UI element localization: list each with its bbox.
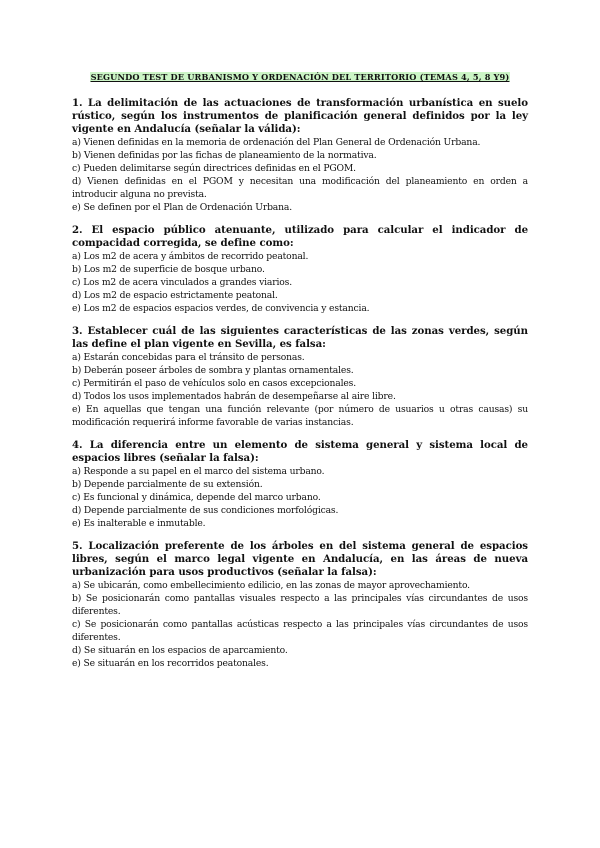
question-5-option-a: a) Se ubicarán, como embellecimiento edilicio, en las zonas de mayor aprovechamiento. (72, 580, 470, 591)
question-3-option-c: c) Permitirán el paso de vehículos solo en casos excepcionales. (72, 378, 357, 389)
question-3-option-e: e) En aquellas que tengan una función relevante (por número de usuarios u otras causas) su modificación requerirá informe favorable de varias instancias. (72, 404, 528, 428)
question-5-option-d: d) Se situarán en los espacios de aparcamiento. (72, 645, 288, 656)
question-2-option-e: e) Los m2 de espacios espacios verdes, de convivencia y estancia. (72, 303, 370, 314)
question-3-title: 3. Establecer cuál de las siguientes características de las zonas verdes, según las define el plan vigente en Sevilla, es falsa: (72, 325, 528, 350)
question-2-option-a: a) Los m2 de acera y ámbitos de recorrido peatonal. (72, 251, 309, 262)
question-1-option-d: d) Vienen definidas en el PGOM y necesitan una modificación del planeamiento en orden a introducir alguna no prevista. (72, 176, 528, 200)
question-2-option-b: b) Los m2 de superficie de bosque urbano. (72, 264, 265, 275)
question-5-title: 5. Localización preferente de los árboles en del sistema general de espacios libres, según el marco legal vigente en Andalucía, en las áreas de nueva urbanización para usos productivos (señalar la falsa): (72, 540, 528, 578)
question-3-option-b: b) Deberán poseer árboles de sombra y plantas ornamentales. (72, 365, 354, 376)
document-title-text: SEGUNDO TEST DE URBANISMO Y ORDENACIÓN DEL TERRITORIO (TEMAS 4, 5, 8 Y9) (90, 72, 510, 82)
question-1 (72, 97, 528, 214)
question-5-option-b: b) Se posicionarán como pantallas visuales respecto a las principales vías circundantes de usos diferentes. (72, 593, 528, 617)
question-4-option-b: b) Depende parcialmente de su extensión. (72, 479, 263, 490)
question-4-title: 4. La diferencia entre un elemento de sistema general y sistema local de espacios libres (señalar la falsa): (72, 439, 528, 464)
question-5-option-c: c) Se posicionarán como pantallas acústicas respecto a las principales vías circundantes de usos diferentes. (72, 619, 528, 643)
document-title (0, 72, 600, 83)
question-1-option-b: b) Vienen definidas por las fichas de planeamiento de la normativa. (72, 150, 377, 161)
question-3-option-d: d) Todos los usos implementados habrán de desempeñarse al aire libre. (72, 391, 396, 402)
question-2-title: 2. El espacio público atenuante, utilizado para calcular el indicador de compacidad corregida, se define como: (72, 224, 528, 249)
questions-list (72, 97, 528, 680)
question-3 (72, 325, 528, 429)
question-4-option-d: d) Depende parcialmente de sus condiciones morfológicas. (72, 505, 339, 516)
question-3-option-a: a) Estarán concebidas para el tránsito de personas. (72, 352, 305, 363)
question-2-option-c: c) Los m2 de acera vinculados a grandes viarios. (72, 277, 292, 288)
question-1-title: 1. La delimitación de las actuaciones de transformación urbanística en suelo rústico, según los instrumentos de planificación general definidos por la ley vigente en Andalucía (señalar la válida): (72, 97, 528, 135)
question-5 (72, 540, 528, 670)
question-1-option-a: a) Vienen definidas en la memoria de ordenación del Plan General de Ordenación Urbana. (72, 137, 481, 148)
question-1-option-e: e) Se definen por el Plan de Ordenación Urbana. (72, 202, 292, 213)
question-4-option-e: e) Es inalterable e inmutable. (72, 518, 206, 529)
question-2-option-d: d) Los m2 de espacio estrictamente peatonal. (72, 290, 278, 301)
question-1-option-c: c) Pueden delimitarse según directrices definidas en el PGOM. (72, 163, 356, 174)
question-4-option-a: a) Responde a su papel en el marco del sistema urbano. (72, 466, 325, 477)
question-4 (72, 439, 528, 530)
question-2 (72, 224, 528, 315)
question-4-option-c: c) Es funcional y dinámica, depende del marco urbano. (72, 492, 321, 503)
question-5-option-e: e) Se situarán en los recorridos peatonales. (72, 658, 269, 669)
